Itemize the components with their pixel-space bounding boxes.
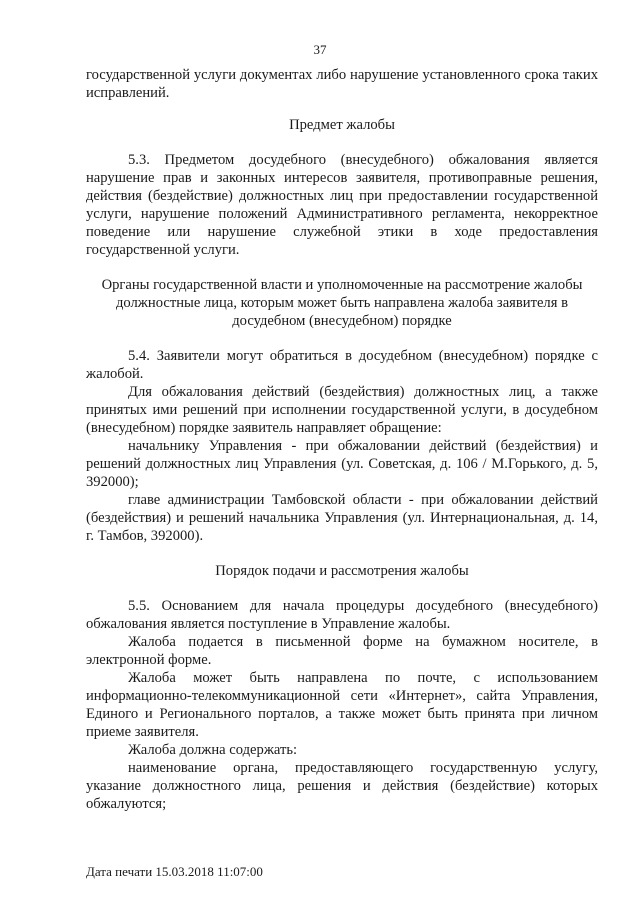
heading-authorities: Органы государственной власти и уполномоченные на рассмотрение жалобы должностные лица, которым может быть направлена жалоба заявителя в досудебном (внесудебном) порядке <box>101 277 583 329</box>
heading-complaint-subject: Предмет жалобы <box>289 117 395 133</box>
paragraph-5-4: 5.4. Заявители могут обратиться в досудебном (внесудебном) порядке с жалобой. <box>86 348 598 382</box>
paragraph-channels: Жалоба может быть направлена по почте, с использованием информационно-телекоммуникационной сети «Интернет», сайта Управления, Единого и Регионального порталов, а также может быть принята при личном приеме заявителя. <box>86 670 598 740</box>
paragraph-5-3: 5.3. Предметом досудебного (внесудебного) обжалования является нарушение прав и законных интересов заявителя, противоправные решения, действия (бездействие) должностных лиц при предоставлении государственной услуги, нарушение положений Административного регламента, некорректное поведение или нарушение служебной этики в ходе предоставления государственной услуги. <box>86 152 598 258</box>
print-date-footer: Дата печати 15.03.2018 11:07:00 <box>86 864 263 879</box>
paragraph-written-form: Жалоба подается в письменной форме на бумажном носителе, в электронной форме. <box>86 634 598 668</box>
paragraph-must-contain: Жалоба должна содержать: <box>128 742 298 758</box>
paragraph-head-of-department: начальнику Управления - при обжаловании действий (бездействия) и решений должностных лиц Управления (ул. Советская, д. 106 / М.Горького, д. 5, 392000); <box>86 438 598 490</box>
paragraph-authority-name: наименование органа, предоставляющего государственную услугу, указание должностного лица, решения и действия (бездействие) которых обжалуются; <box>86 760 598 812</box>
paragraph-5-5: 5.5. Основанием для начала процедуры досудебного (внесудебного) обжалования является поступление в Управление жалобы. <box>86 598 598 632</box>
page-number: 37 <box>313 42 327 57</box>
document-body <box>86 66 598 813</box>
paragraph-appeal-procedure: Для обжалования действий (бездействия) должностных лиц, а также принятых ими решений при исполнении государственной услуги, в досудебном (внесудебном) порядке заявитель направляет обращение: <box>86 384 598 436</box>
paragraph-continuation: государственной услуги документах либо нарушение установленного срока таких исправлений. <box>86 67 598 101</box>
paragraph-head-of-administration: главе администрации Тамбовской области - при обжаловании действий (бездействия) и решений начальника Управления (ул. Интернациональная, д. 14, г. Тамбов, 392000). <box>86 492 598 544</box>
heading-filing-procedure: Порядок подачи и рассмотрения жалобы <box>215 563 469 579</box>
